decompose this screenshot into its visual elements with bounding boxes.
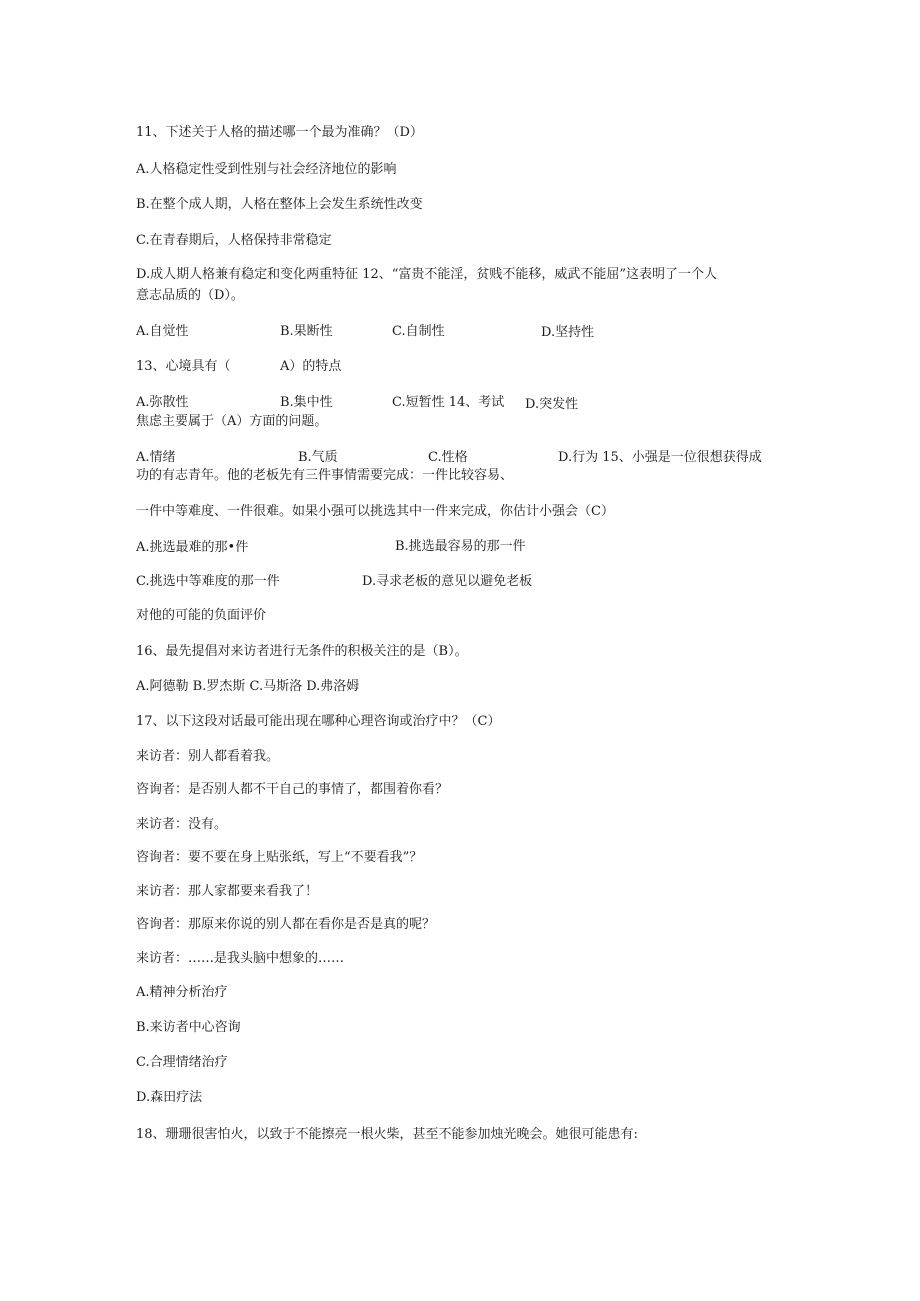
q12-option-d: D.坚持性: [541, 325, 595, 340]
q17-option-c: C.合理情绪治疗: [136, 1055, 228, 1070]
dialogue-line: 来访者：没有。: [136, 817, 228, 832]
q11-option-a: A.人格稳定性受到性别与社会经济地位的影响: [136, 162, 397, 177]
dialogue-line: 来访者：……是我头脑中想象的……: [136, 951, 345, 966]
q11-option-d: D.成人期人格兼有稳定和变化两重特征 12、“富贵不能淫，贫贱不能移，威武不能屈”这表明了一个人: [136, 267, 718, 282]
q17-option-a: A.精神分析治疗: [136, 985, 228, 1000]
q12-option-a: A.自觉性: [136, 324, 189, 339]
dialogue-line: 来访者：那人家都要来看我了！: [136, 884, 319, 899]
q13-option-c: C.短暂性 14、考试: [392, 395, 505, 410]
q14-option-a: A.情绪: [136, 450, 176, 465]
q13-option-b: B.集中性: [280, 395, 333, 410]
q15-option-b: B.挑选最容易的那一件: [395, 539, 526, 554]
q16-options: A.阿德勒 B.罗杰斯 C.马斯洛 D.弗洛姆: [136, 679, 360, 694]
q12-option-c: C.自制性: [392, 324, 445, 339]
q11-stem: 11、下述关于人格的描述哪一个最为准确？（D）: [136, 125, 423, 140]
q13-stem-part1: 13、心境具有（: [136, 359, 231, 374]
q15-stem-line2: 功的有志青年。他的老板先有三件事情需要完成：一件比较容易、: [136, 468, 514, 483]
q15-option-c: C.挑选中等难度的那一件: [136, 574, 280, 589]
q12-option-b: B.果断性: [280, 324, 333, 339]
q15-option-d-cont: 对他的可能的负面评价: [136, 608, 267, 623]
dialogue-line: 来访者：别人都看着我。: [136, 749, 280, 764]
q11-option-b: B.在整个成人期，人格在整体上会发生系统性改变: [136, 197, 423, 212]
q17-option-d: D.森田疗法: [136, 1090, 203, 1105]
q17-stem: 17、以下这段对话最可能出现在哪种心理咨询或治疗中？（C）: [136, 714, 501, 729]
q14-stem-cont: 焦虑主要属于（A）方面的问题。: [136, 414, 328, 429]
q14-option-d: D.行为 15、小强是一位很想获得成: [558, 450, 762, 465]
q13-option-d: D.突发性: [525, 397, 579, 412]
q13-option-a: A.弥散性: [136, 395, 189, 410]
q14-option-c: C.性格: [428, 450, 468, 465]
q17-option-b: B.来访者中心咨询: [136, 1020, 241, 1035]
q16-stem: 16、最先提倡对来访者进行无条件的积极关注的是（B）。: [136, 644, 468, 659]
dialogue-line: 咨询者：要不要在身上贴张纸，写上“不要看我”？: [136, 850, 423, 865]
q11-option-c: C.在青春期后，人格保持非常稳定: [136, 233, 332, 248]
dialogue-line: 咨询者：那原来你说的别人都在看你是否是真的呢？: [136, 917, 436, 932]
q13-stem-part2: A）的特点: [280, 359, 342, 374]
q15-option-d: D.寻求老板的意见以避免老板: [362, 574, 533, 589]
dialogue-line: 咨询者：是否别人都不干自己的事情了，都围着你看？: [136, 782, 449, 797]
q15-option-a: A.挑选最难的那•件: [136, 540, 249, 555]
q18-stem: 18、珊珊很害怕火，以致于不能擦亮一根火柴，甚至不能参加烛光晚会。她很可能患有:: [136, 1127, 638, 1142]
q12-stem-cont: 意志品质的（D）。: [136, 288, 244, 303]
q15-stem-line3: 一件中等难度、一件很难。如果小强可以挑选其中一件来完成，你估计小强会（C）: [136, 504, 614, 519]
q14-option-b: B.气质: [298, 450, 338, 465]
